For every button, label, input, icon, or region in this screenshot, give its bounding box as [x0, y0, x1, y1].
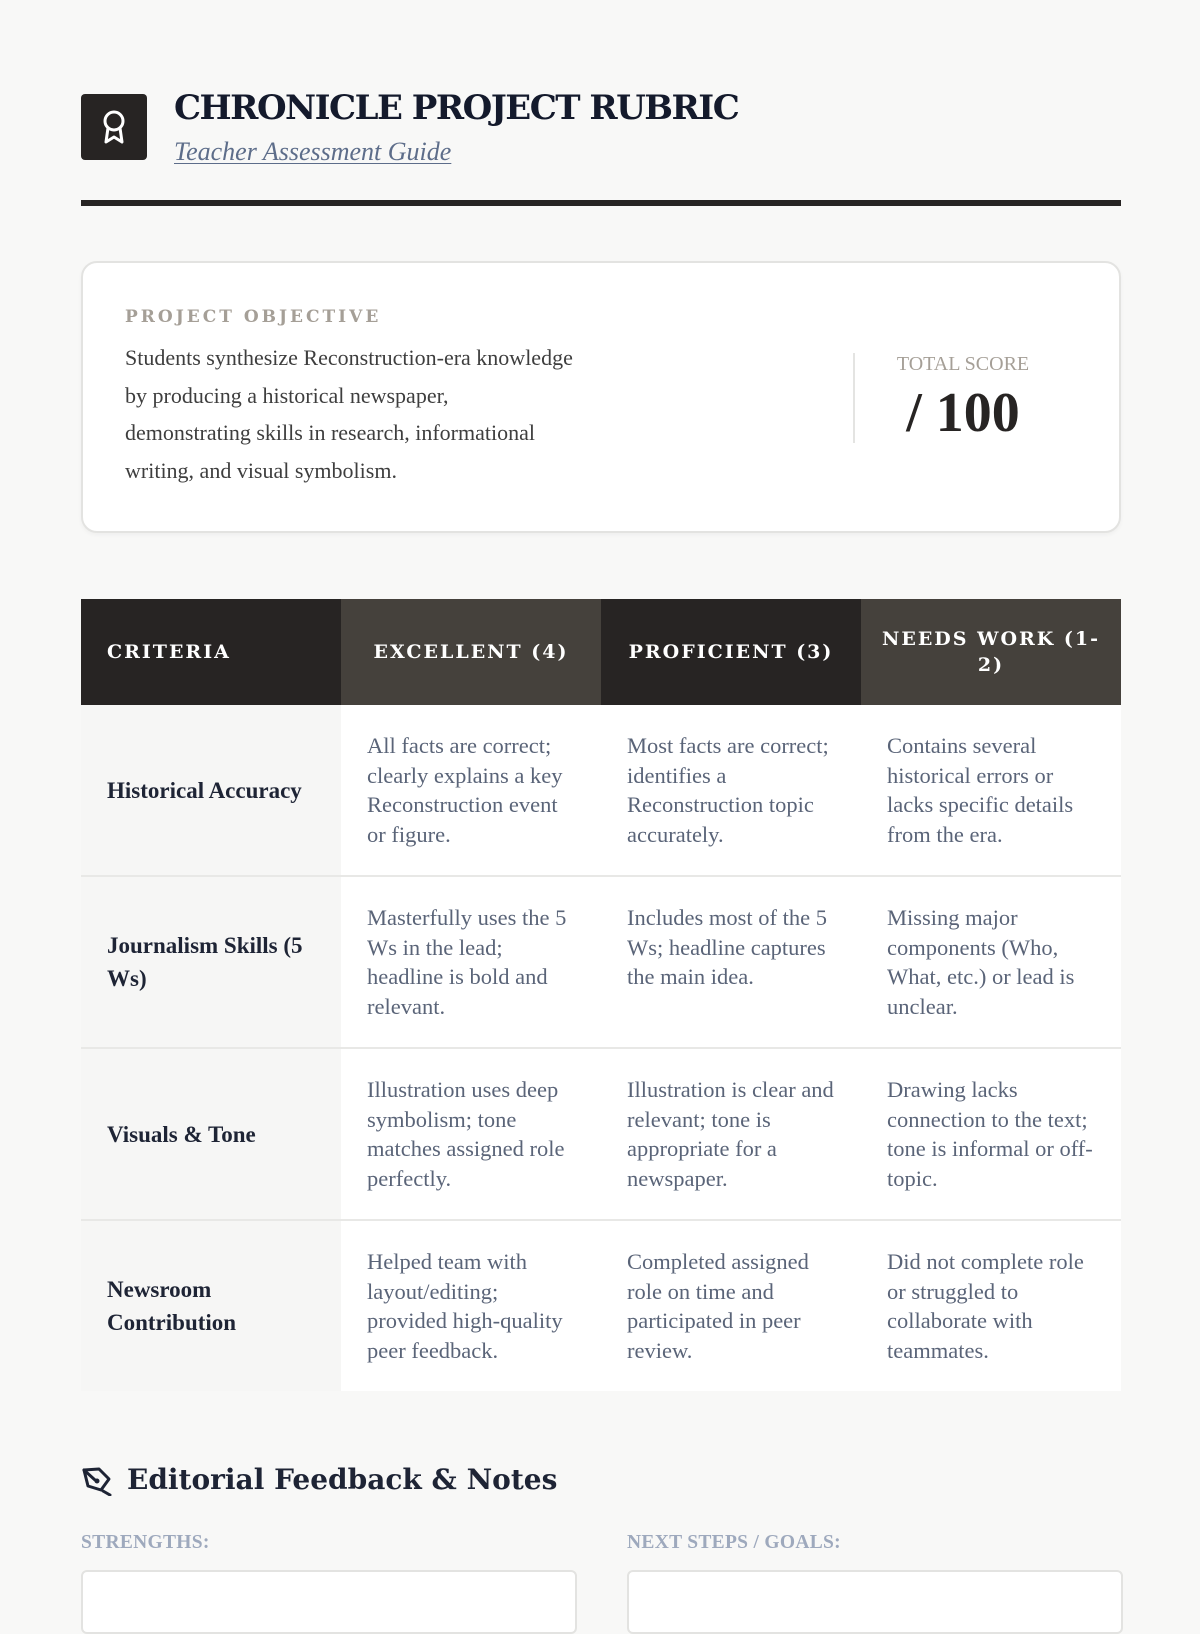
table-row: [81, 877, 1121, 1049]
next-steps-label: NEXT STEPS / GOALS:: [627, 1532, 841, 1553]
proficient-cell: Illustration is clear and relevant; tone is appropriate for a newspaper.: [601, 1049, 861, 1219]
rubric-header-row: [81, 599, 1121, 705]
objective-label: PROJECT OBJECTIVE: [125, 307, 382, 327]
excellent-cell: Illustration uses deep symbolism; tone matches assigned role perfectly.: [341, 1049, 601, 1219]
next-steps-input[interactable]: [627, 1570, 1123, 1634]
column-header-needs-work: NEEDS WORK (1-2): [861, 599, 1121, 705]
column-header-proficient: PROFICIENT (3): [601, 599, 861, 705]
criteria-cell: Newsroom Contribution: [81, 1221, 341, 1391]
needs-work-cell: Drawing lacks connection to the text; tone is informal or off-topic.: [861, 1049, 1121, 1219]
logo-badge: [81, 94, 147, 160]
feedback-title: Editorial Feedback & Notes: [127, 1463, 558, 1496]
table-row: [81, 705, 1121, 877]
page-subtitle[interactable]: Teacher Assessment Guide: [174, 137, 452, 166]
proficient-cell: Most facts are correct; identifies a Reconstruction topic accurately.: [601, 705, 861, 875]
total-score-value: / 100: [906, 382, 1020, 444]
score-divider: [853, 353, 855, 443]
proficient-cell: Includes most of the 5 Ws; headline captures the main idea.: [601, 877, 861, 1047]
excellent-cell: Helped team with layout/editing; provided high-quality peer feedback.: [341, 1221, 601, 1391]
needs-work-cell: Missing major components (Who, What, etc.) or lead is unclear.: [861, 877, 1121, 1047]
proficient-cell: Completed assigned role on time and participated in peer review.: [601, 1221, 861, 1391]
criteria-cell: Journalism Skills (5 Ws): [81, 877, 341, 1047]
page-title: CHRONICLE PROJECT RUBRIC: [174, 88, 739, 128]
rubric-table: [81, 599, 1121, 1391]
page-header: [81, 88, 1121, 172]
header-divider: [81, 200, 1121, 206]
column-header-excellent: EXCELLENT (4): [341, 599, 601, 705]
criteria-cell: Visuals & Tone: [81, 1049, 341, 1219]
strengths-label: STRENGTHS:: [81, 1532, 210, 1553]
needs-work-cell: Contains several historical errors or lacks specific details from the era.: [861, 705, 1121, 875]
objective-card: [81, 261, 1121, 533]
excellent-cell: All facts are correct; clearly explains a key Reconstruction event or figure.: [341, 705, 601, 875]
needs-work-cell: Did not complete role or struggled to collaborate with teammates.: [861, 1221, 1121, 1391]
award-ribbon-icon: [99, 108, 129, 146]
total-score-label: TOTAL SCORE: [896, 353, 1030, 375]
table-row: [81, 1221, 1121, 1391]
strengths-input[interactable]: [81, 1570, 577, 1634]
pen-nib-icon: [81, 1466, 113, 1496]
excellent-cell: Masterfully uses the 5 Ws in the lead; headline is bold and relevant.: [341, 877, 601, 1047]
criteria-cell: Historical Accuracy: [81, 705, 341, 875]
objective-text: Students synthesize Reconstruction-era knowledge by producing a historical newspaper, demonstrating skills in research, informational writing, and visual symbolism.: [125, 345, 573, 483]
column-header-criteria: CRITERIA: [81, 599, 341, 705]
table-row: [81, 1049, 1121, 1221]
